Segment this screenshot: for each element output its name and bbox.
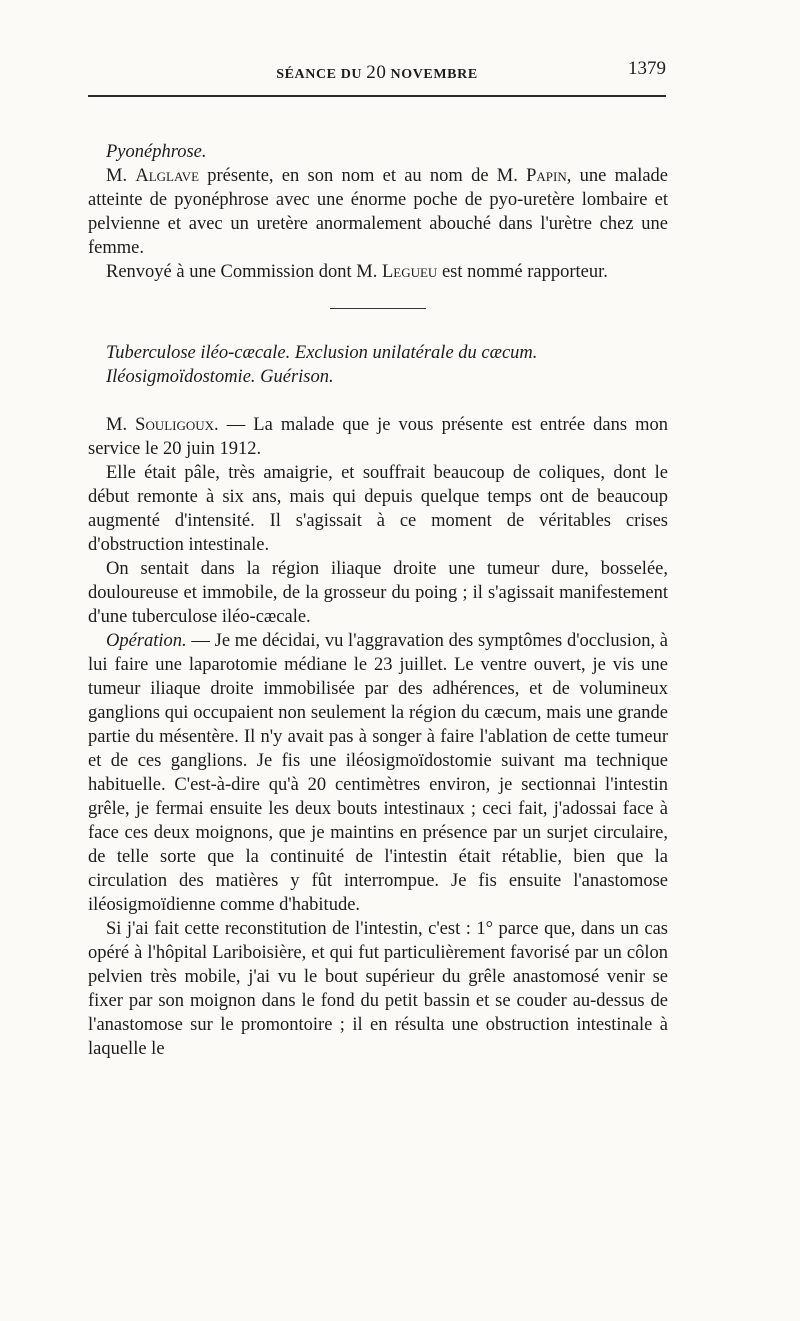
body-text: [88, 140, 668, 1061]
text-run: présente, en son nom et au nom de M.: [199, 166, 527, 186]
author-name: Papin: [526, 166, 567, 186]
header-rule: [88, 95, 666, 97]
text-run: M.: [106, 415, 136, 435]
running-head-month: NOVEMBRE: [386, 67, 478, 82]
text-run: est nommé rapporteur.: [437, 262, 608, 282]
text-run: Renvoyé à une Commission dont M.: [106, 262, 382, 282]
operation-label: Opération.: [106, 631, 187, 651]
page-number: 1379: [628, 58, 666, 79]
author-name: Souligoux: [135, 415, 215, 435]
section-title-tuberculose: [88, 341, 668, 389]
text-run: . — La malade que je vous présente est entrée dans mon service le 20 juin 1912.: [88, 415, 669, 459]
running-head-date: 20: [366, 62, 387, 83]
section-title-line: Tuberculose iléo-cæcale. Exclusion unilatérale du cæcum.: [106, 343, 538, 363]
running-head: [88, 62, 666, 84]
paragraph: [88, 629, 668, 917]
rapporteur-name: Legueu: [381, 262, 438, 282]
paragraph: Si j'ai fait cette reconstitution de l'intestin, c'est : 1° parce que, dans un cas opéré à l'hôpital Lariboisière, et qui fut particulièrement favorisé par un côlon pelvien très mobile, j'ai vu le bout supérieur du grêle anastomosé venir se fixer par son moignon dans le fond du petit bassin et se couder au-dessus de l'anastomose sur le promontoire ; il en résulta une obstruction intestinale à laquelle le: [88, 919, 668, 1059]
section-title-pyonephrose: Pyonéphrose.: [106, 142, 207, 162]
running-head-text: SÉANCE DU: [276, 67, 367, 82]
section-separator: [330, 308, 426, 309]
paragraph: [88, 164, 668, 260]
text-run: , une malade atteinte de pyonéphrose avec une énorme poche de pyo-uretère lombaire et pelvienne et avec un uretère anormalement abouché dans l'urètre chez une femme.: [88, 166, 669, 258]
paragraph: [88, 413, 668, 461]
text-run: M.: [106, 166, 136, 186]
page-header: [88, 58, 666, 88]
paragraph: Elle était pâle, très amaigrie, et souffrait beaucoup de coliques, dont le début remonte à six ans, mais qui depuis quelque temps ont de beaucoup augmenté d'intensité. Il s'agissait à ce moment de véritables crises d'obstruction intestinale.: [88, 463, 668, 555]
paragraph: On sentait dans la région iliaque droite une tumeur dure, bosselée, douloureuse et immobile, de la grosseur du poing ; il s'agissait manifestement d'une tuberculose iléo-cæcale.: [88, 559, 668, 627]
paragraph: [88, 260, 668, 284]
text-run: — Je me décidai, vu l'aggravation des symptômes d'occlusion, à lui faire une laparotomie médiane le 23 juillet. Le ventre ouvert, je vis une tumeur iliaque droite immobilisée par des adhérences, et de volumineux ganglions qui occupaient non seulement la région du cæcum, mais une grande partie du mésentère. Il n'y avait pas à songer à faire l'ablation de cette tumeur et de ces ganglions. Je fis une iléosigmoïdostomie suivant ma technique habituelle. C'est-à-dire qu'à 20 centimètres environ, je sectionnai l'intestin grêle, je fermai ensuite les deux bouts intestinaux ; ceci fait, j'adossai face à face ces deux moignons, que je maintins en présence par un surjet circulaire, de telle sorte que la continuité de l'intestin était rétablie, bien que la circulation des matières y fût interrompue. Je fis ensuite l'anastomose iléosigmoïdienne comme d'habitude.: [88, 631, 668, 915]
author-name: Alglave: [135, 166, 200, 186]
section-title-line: Iléosigmoïdostomie. Guérison.: [106, 367, 334, 387]
